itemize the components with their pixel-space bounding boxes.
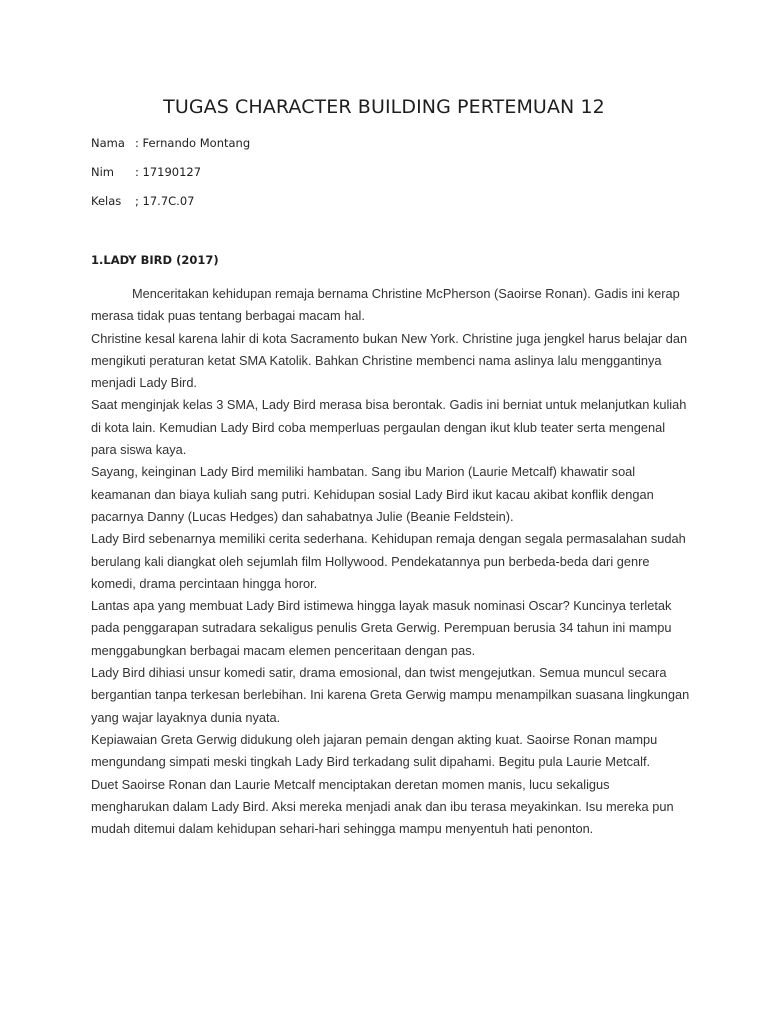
- paragraph: Sayang, keinginan Lady Bird memiliki hambatan. Sang ibu Marion (Laurie Metcalf) khawatir soal keamanan dan biaya kuliah sang putri. Kehidupan sosial Lady Bird ikut kacau akibat konflik dengan pacarnya Danny (Lucas Hedges) dan sahabatnya Julie (Beanie Feldstein).: [91, 464, 654, 524]
- field-value: : 17190127: [135, 165, 202, 179]
- body-text: [91, 283, 691, 840]
- field-nama: [91, 136, 250, 150]
- field-label: Nama: [91, 136, 125, 150]
- paragraph: Lady Bird dihiasi unsur komedi satir, drama emosional, dan twist mengejutkan. Semua muncul secara bergantian tanpa terkesan berlebihan. Ini karena Greta Gerwig mampu menampilkan suasana lingkungan yang wajar layaknya dunia nyata.: [91, 665, 690, 725]
- field-nim: [91, 165, 201, 179]
- field-value: ; 17.7C.07: [135, 194, 195, 208]
- paragraph: Kepiawaian Greta Gerwig didukung oleh jajaran pemain dengan akting kuat. Saoirse Ronan mampu mengundang simpati meski tingkah Lady Bird terkadang sulit dipahami. Begitu pula Laurie Metcalf.: [91, 731, 658, 770]
- section-heading: 1.LADY BIRD (2017): [91, 253, 219, 267]
- field-value: : Fernando Montang: [135, 136, 251, 150]
- paragraph: Duet Saoirse Ronan dan Laurie Metcalf menciptakan deretan momen manis, lucu sekaligus mengharukan dalam Lady Bird. Aksi mereka menjadi anak dan ibu terasa meyakinkan. Isu mereka pun mudah ditemui dalam kehidupan sehari-hari sehingga mampu menyentuh hati penonton.: [91, 776, 674, 837]
- paragraph: Lady Bird sebenarnya memiliki cerita sederhana. Kehidupan remaja dengan segala permasalahan sudah berulang kali diangkat oleh sejumlah film Hollywood. Pendekatannya pun berbeda-beda dari genre komedi, drama percintaan hingga horor.: [91, 531, 686, 591]
- field-kelas: [91, 194, 194, 208]
- field-label: Kelas: [91, 194, 122, 208]
- document-title: TUGAS CHARACTER BUILDING PERTEMUAN 12: [163, 96, 605, 118]
- paragraph: Lantas apa yang membuat Lady Bird istimewa hingga layak masuk nominasi Oscar? Kuncinya terletak pada penggarapan sutradara sekaligus penulis Greta Gerwig. Perempuan berusia 34 tahun ini mampu menggabungkan berbagai macam elemen penceritaan dengan pas.: [91, 598, 672, 658]
- paragraph: Menceritakan kehidupan remaja bernama Christine McPherson (Saoirse Ronan). Gadis ini kerap merasa tidak puas tentang berbagai macam hal.: [91, 286, 680, 324]
- paragraph: Saat menginjak kelas 3 SMA, Lady Bird merasa bisa berontak. Gadis ini berniat untuk melanjutkan kuliah di kota lain. Kemudian Lady Bird coba memperluas pergaulan dengan ikut klub teater serta mengenal para siswa kaya.: [91, 397, 687, 458]
- field-label: Nim: [91, 165, 114, 179]
- paragraph: Christine kesal karena lahir di kota Sacramento bukan New York. Christine juga jengkel harus belajar dan mengikuti peraturan ketat SMA Katolik. Bahkan Christine membenci nama aslinya lalu menggantinya menjadi Lady Bird.: [91, 330, 688, 391]
